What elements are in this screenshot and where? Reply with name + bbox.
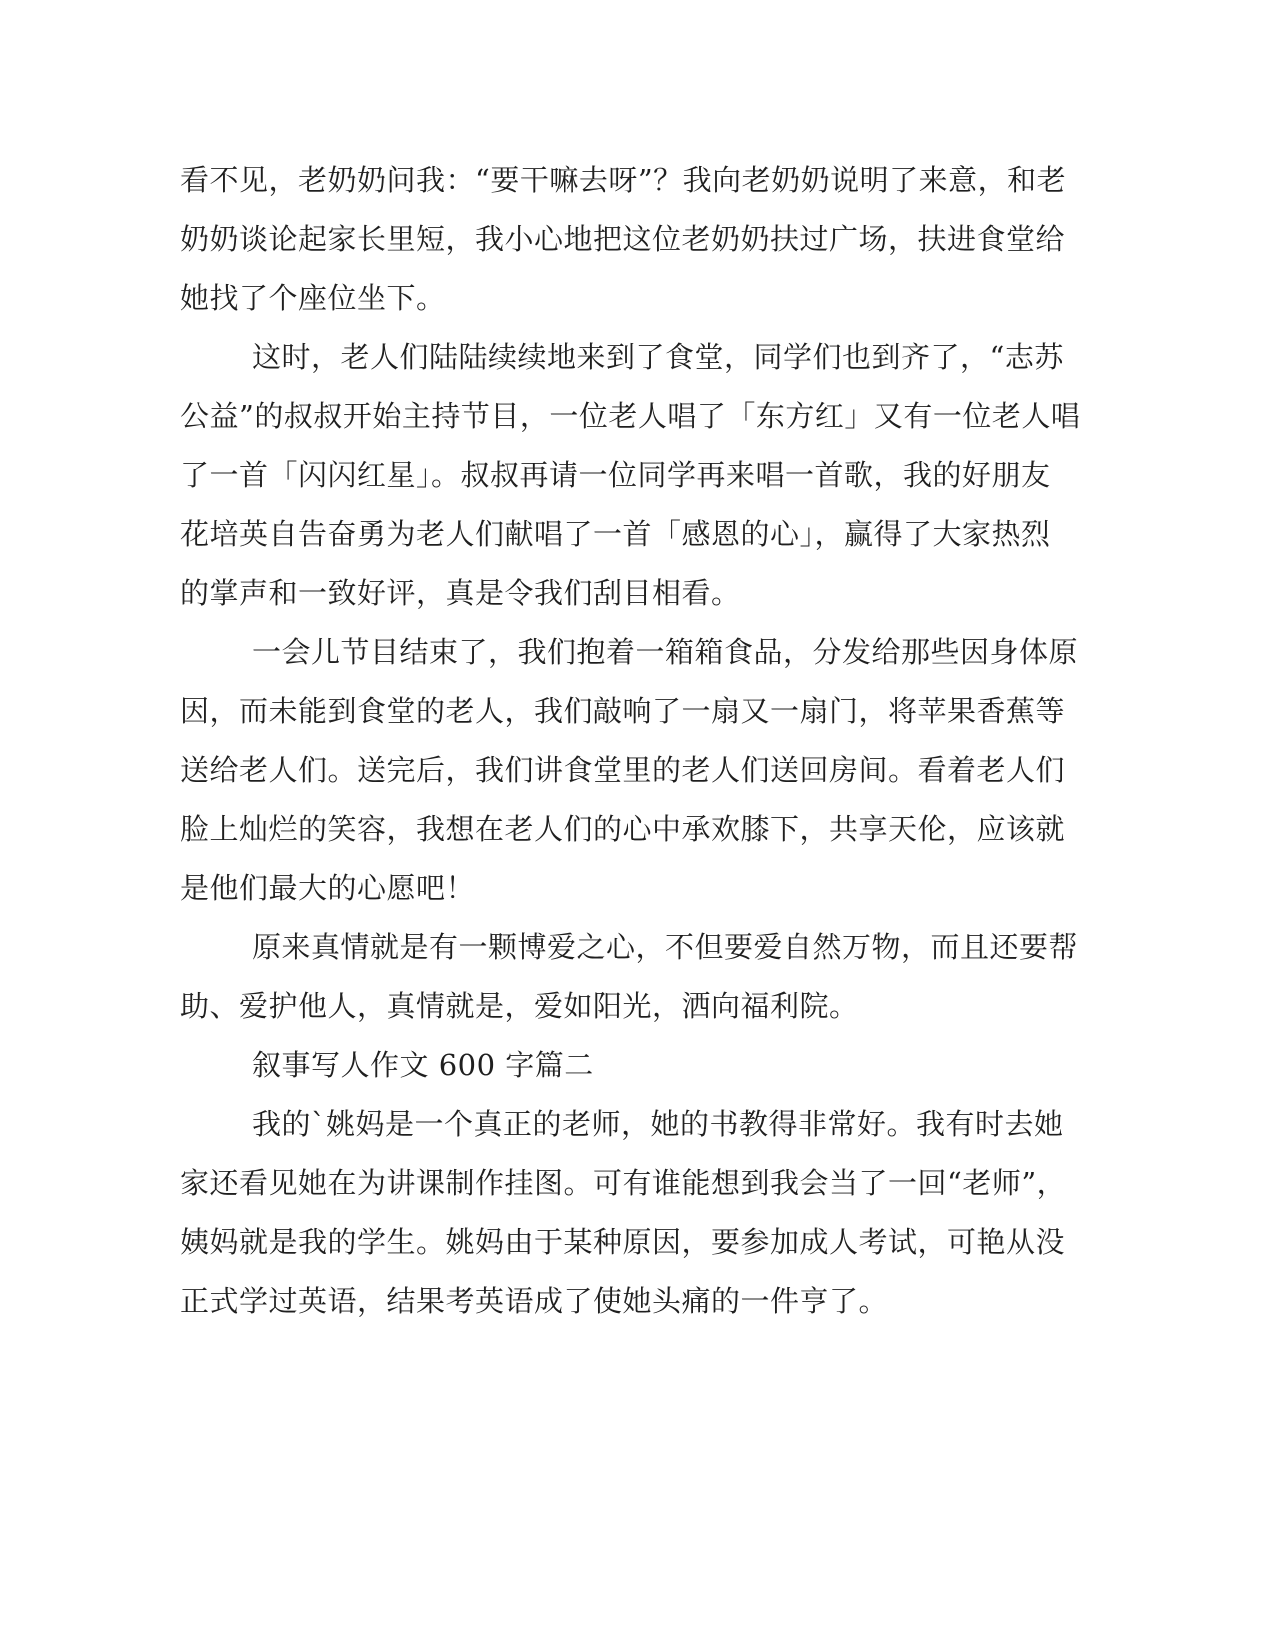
section-heading: 叙事写人作文 600 字篇二	[252, 1048, 594, 1082]
text-line: 花培英自告奋勇为老人们献唱了一首「感恩的心」，赢得了大家热烈	[180, 517, 1051, 551]
text-line: 了一首「闪闪红星」。叔叔再请一位同学再来唱一首歌，我的好朋友	[180, 458, 1051, 492]
text-line: 一会儿节目结束了，我们抱着一箱箱食品，分发给那些因身体原	[252, 635, 1079, 669]
text-line: 姨妈就是我的学生。姚妈由于某种原因，要参加成人考试，可艳从没	[180, 1225, 1066, 1259]
text-line: 原来真情就是有一颗博爱之心，不但要爱自然万物，而且还要帮	[252, 930, 1079, 964]
text-line: 家还看见她在为讲课制作挂图。可有谁能想到我会当了一回“老师”，	[180, 1166, 1067, 1200]
text-line: 公益”的叔叔开始主持节目，一位老人唱了「东方红」又有一位老人唱	[180, 399, 1081, 433]
text-line: 奶奶谈论起家长里短，我小心地把这位老奶奶扶过广场，扶进食堂给	[180, 222, 1066, 256]
text-line: 是他们最大的心愿吧！	[180, 871, 476, 905]
text-line: 的掌声和一致好评，真是令我们刮目相看。	[180, 576, 741, 610]
text-line: 这时，老人们陆陆续续地来到了食堂，同学们也到齐了，“志苏	[252, 340, 1064, 374]
text-line: 正式学过英语，结果考英语成了使她头痛的一件亨了。	[180, 1284, 889, 1318]
text-line: 脸上灿烂的笑容，我想在老人们的心中承欢膝下，共享天伦，应该就	[180, 812, 1066, 846]
text-line: 我的`姚妈是一个真正的老师，她的书教得非常好。我有时去她	[252, 1107, 1064, 1141]
text-line: 因，而未能到食堂的老人，我们敲响了一扇又一扇门，将苹果香蕉等	[180, 694, 1066, 728]
text-line: 送给老人们。送完后，我们讲食堂里的老人们送回房间。看着老人们	[180, 753, 1066, 787]
text-line: 看不见，老奶奶问我：“要干嘛去呀”？我向老奶奶说明了来意，和老	[180, 163, 1067, 197]
text-line: 她找了个座位坐下。	[180, 281, 446, 315]
text-line: 助、爱护他人，真情就是，爱如阳光，洒向福利院。	[180, 989, 859, 1023]
